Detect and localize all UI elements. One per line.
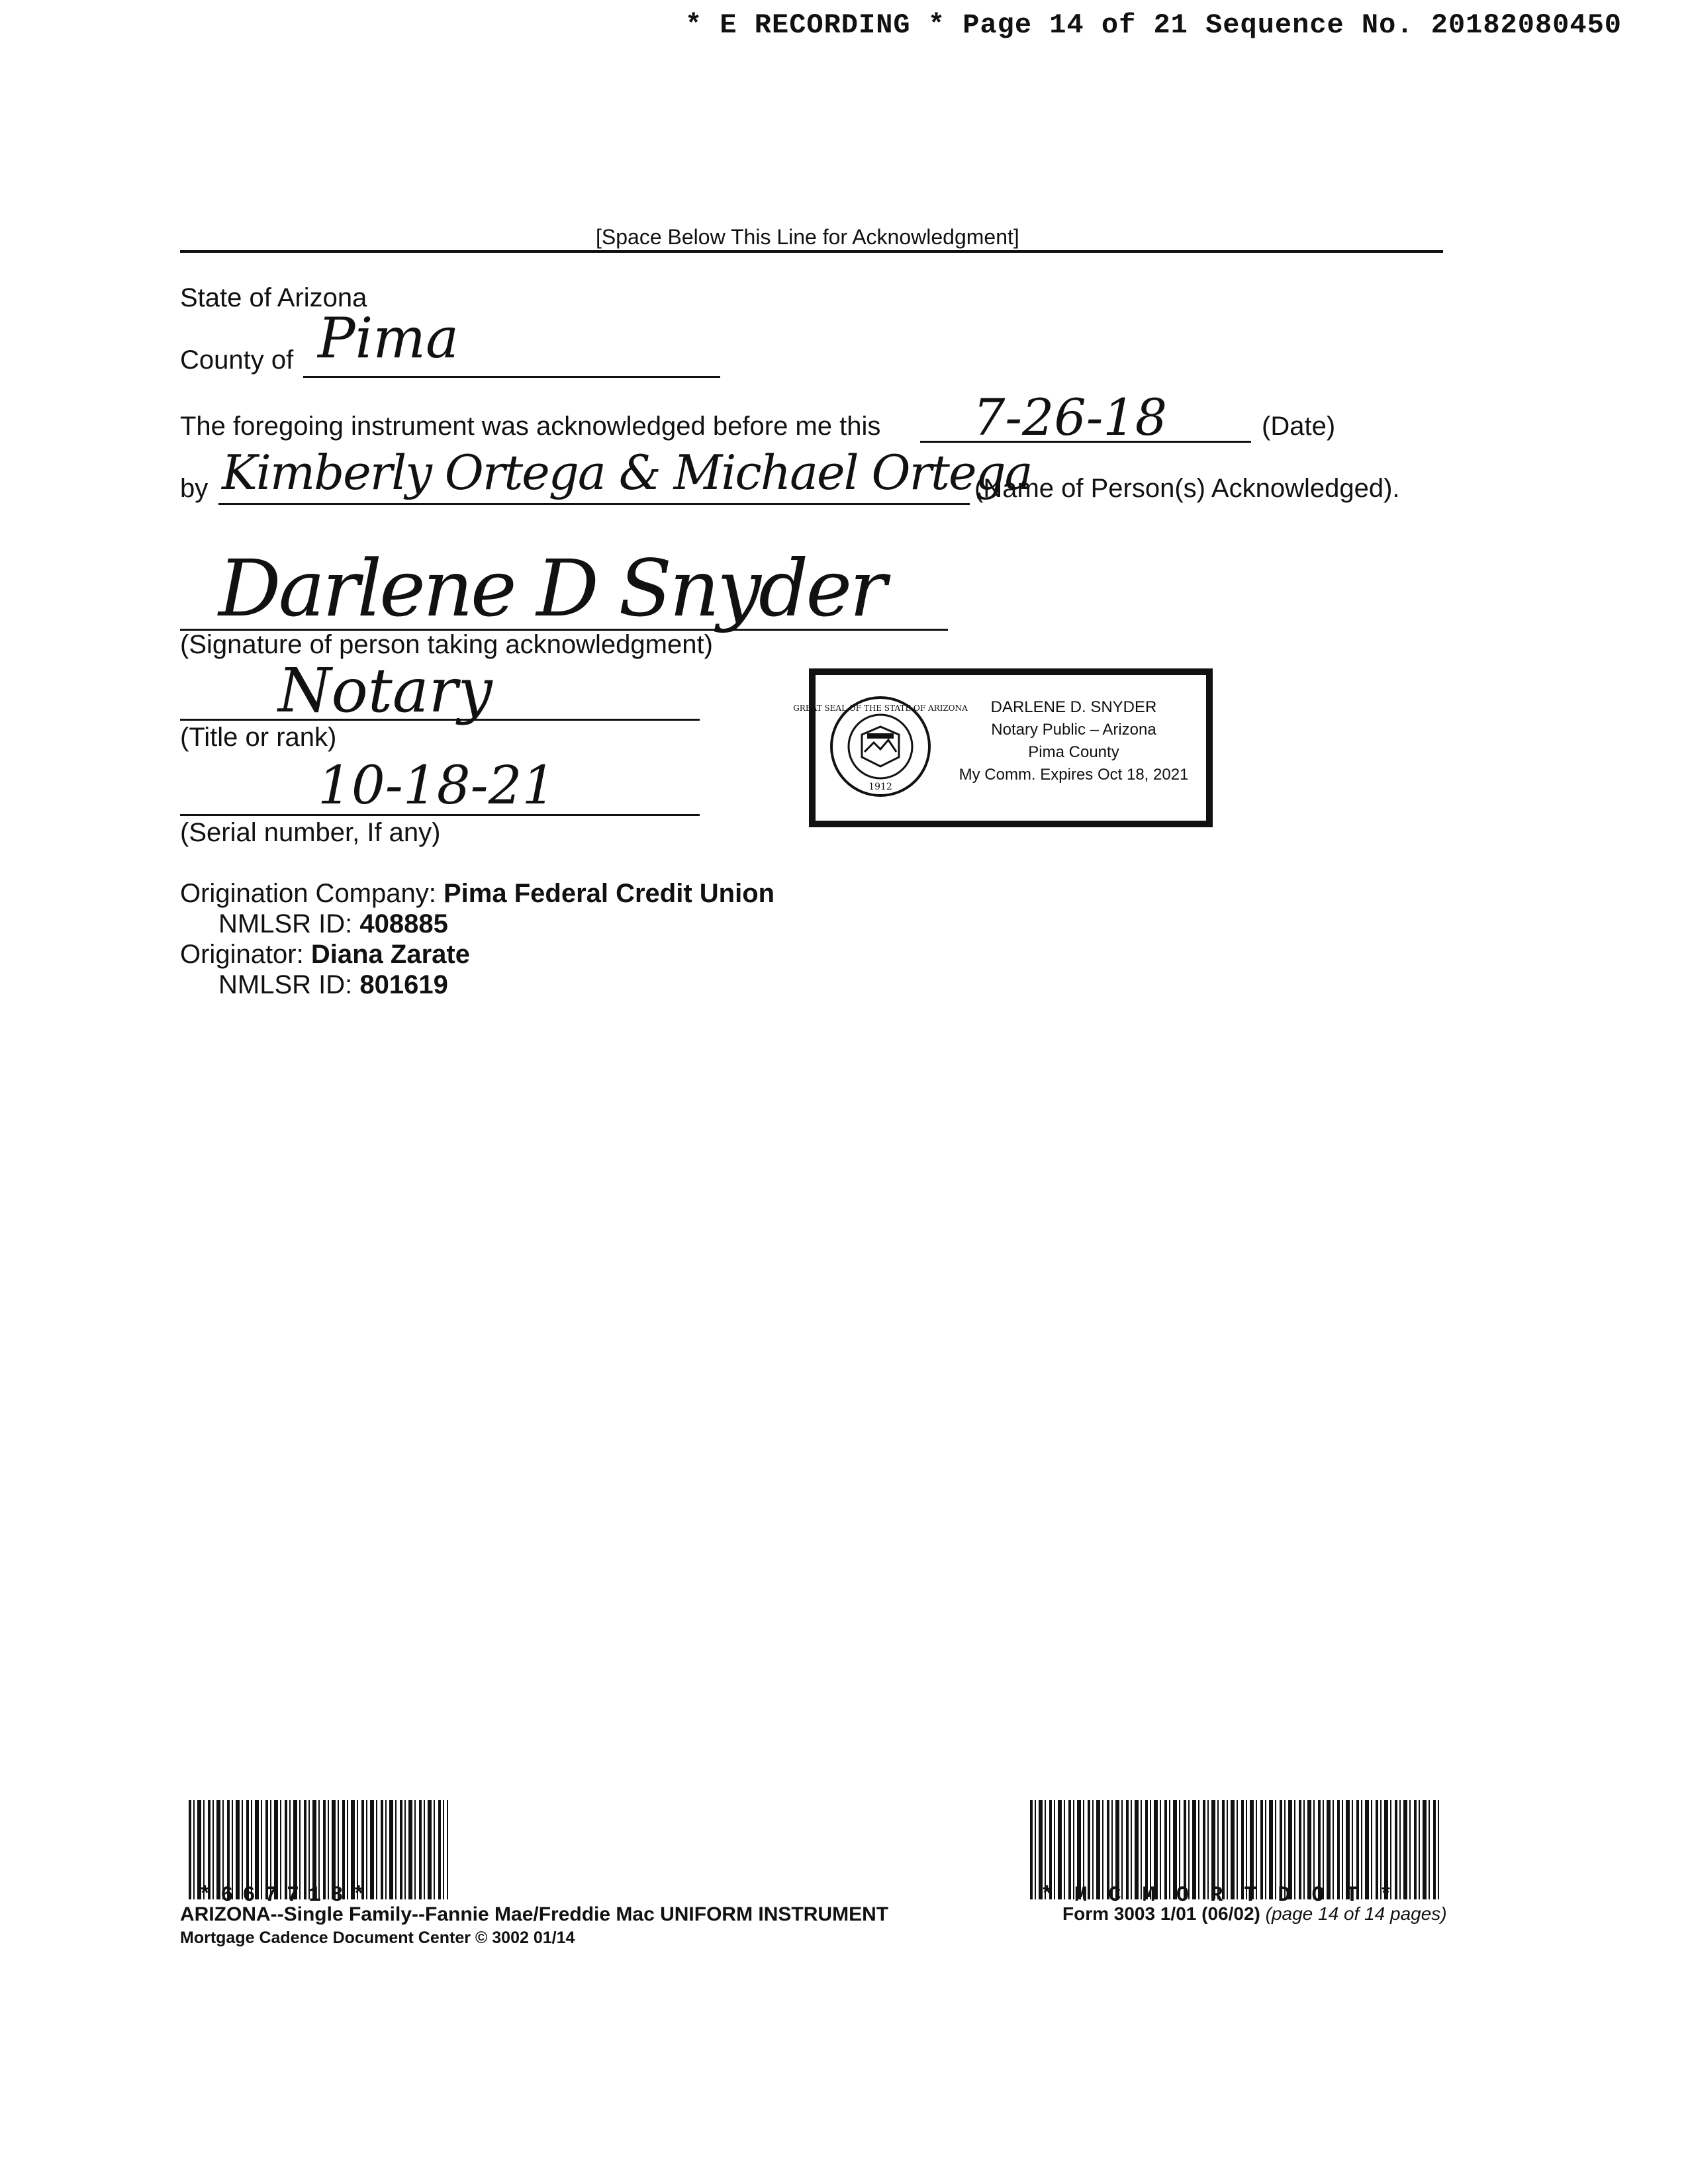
originator-label: Originator: — [180, 940, 304, 969]
notary-stamp — [793, 668, 1213, 827]
form-number: Form 3003 1/01 (06/02) — [1062, 1903, 1260, 1924]
notary-expires: My Comm. Expires Oct 18, 2021 — [959, 766, 1189, 784]
persons-label: (Name of Person(s) Acknowledged). — [974, 474, 1400, 503]
date-handwriting: 7-26-18 — [973, 388, 1168, 447]
by-label: by — [180, 474, 209, 503]
county-label: County of — [180, 345, 294, 375]
title-underline — [180, 719, 700, 721]
right-barcode-text: *MCMORTDOT* — [1041, 1883, 1414, 1907]
section-divider — [180, 250, 1443, 253]
seal-text: GREAT SEAL OF THE STATE OF ARIZONA — [793, 704, 968, 713]
left-barcode-text: *667718* — [199, 1883, 375, 1907]
title-handwriting: Notary — [278, 655, 492, 726]
footer-doc-center-line: Mortgage Cadence Document Center © 3002 01/14 — [180, 1929, 575, 1947]
county-underline — [303, 376, 720, 378]
originator — [180, 940, 470, 970]
title-label: (Title or rank) — [180, 723, 337, 752]
notary-name: DARLENE D. SNYDER — [990, 698, 1157, 716]
originator-nmlsr-label: NMLSR ID: — [218, 970, 353, 999]
footer-instrument-line: ARIZONA--Single Family--Fannie Mae/Freddie Mac UNIFORM INSTRUMENT — [180, 1903, 889, 1925]
originator-nmlsr — [218, 970, 448, 1000]
origination-company — [180, 879, 774, 909]
persons-underline — [218, 503, 970, 505]
recording-header: * E RECORDING * Page 14 of 21 Sequence No. 20182080450 — [684, 9, 1622, 41]
company-nmlsr-label: NMLSR ID: — [218, 909, 353, 938]
origination-company-nmlsr — [218, 909, 448, 939]
county-handwriting: Pima — [318, 306, 459, 371]
section-title: [Space Below This Line for Acknowledgment] — [596, 225, 1019, 249]
serial-underline — [180, 814, 700, 816]
signature-label: (Signature of person taking acknowledgment) — [180, 630, 713, 659]
originator-nmlsr-value: 801619 — [359, 970, 448, 999]
state-label: State of Arizona — [180, 283, 367, 312]
serial-label: (Serial number, If any) — [180, 818, 441, 847]
originator-value: Diana Zarate — [310, 940, 470, 969]
state-seal-icon — [793, 694, 968, 799]
seal-year: 1912 — [868, 782, 892, 792]
date-label: (Date) — [1262, 412, 1336, 441]
page-count: (page 14 of 14 pages) — [1265, 1903, 1447, 1924]
origination-company-label: Origination Company: — [180, 879, 436, 908]
serial-handwriting: 10-18-21 — [318, 754, 556, 816]
signature-handwriting: Darlene D Snyder — [218, 543, 884, 634]
footer-form-line — [1062, 1903, 1447, 1925]
origination-company-value: Pima Federal Credit Union — [443, 879, 775, 908]
notary-county: Pima County — [1028, 743, 1119, 761]
persons-handwriting: Kimberly Ortega & Michael Ortega — [222, 445, 1032, 500]
company-nmlsr-value: 408885 — [359, 909, 448, 938]
notary-title: Notary Public – Arizona — [991, 721, 1156, 739]
intro-text: The foregoing instrument was acknowledged before me this — [180, 412, 881, 441]
